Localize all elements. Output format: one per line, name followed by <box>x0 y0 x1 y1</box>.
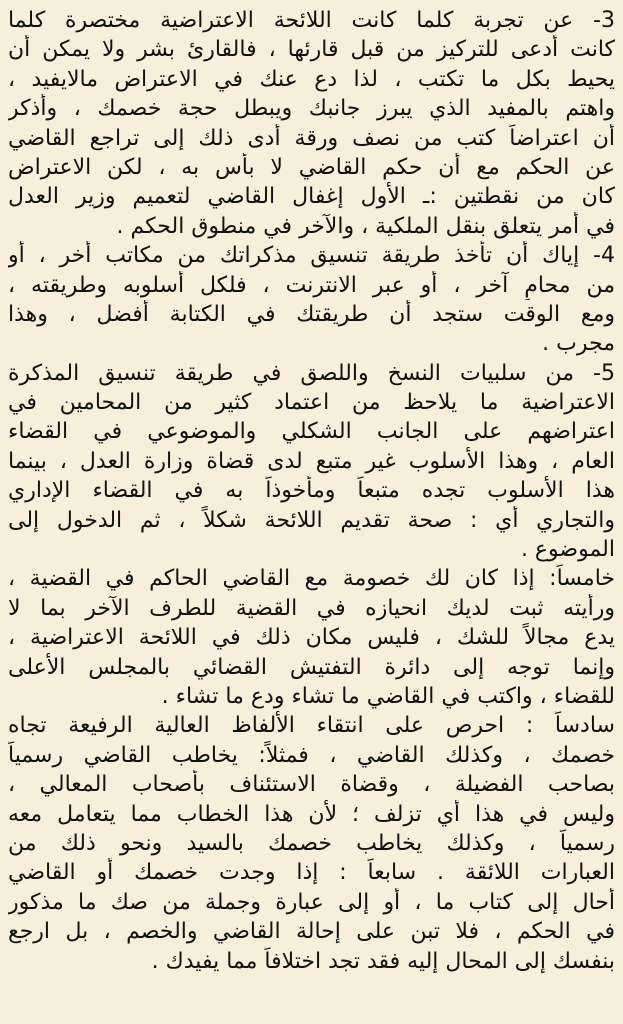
text-line: 4- إياك أن تأخذ طريقة تنسيق مذكراتك من مكاتب أخر ، أو <box>8 243 615 269</box>
text-line: والتجاري أي : صحة تقديم اللائحة شكلاً ، ثم الدخول إلى <box>8 507 615 533</box>
text-line: وإنما توجه إلى دائرة التفتيش القضائي بالمجلس الأعلى <box>8 654 615 680</box>
text-line: أن اعتراضاً كتب من نصف ورقة أدى ذلك إلى تراجع القاضي <box>8 125 615 151</box>
document-text <box>8 6 615 976</box>
text-line: يحيط بكل ما تكتب ، لذا دع عنك في الاعتراض مالايفيد ، <box>8 66 615 92</box>
text-line: رسمياً ، وكذلك يخاطب خصمك بالسيد ونحو ذلك من <box>8 830 615 856</box>
text-line: هذا الأسلوب تجده متبعاً ومأخوذاً به في القضاء الإداري <box>8 478 615 504</box>
text-line: بنفسك إلى المحال إليه فقد تجد اختلافاً مما يفيدك . <box>151 948 615 974</box>
text-line: خامساً: إذا كان لك خصومة مع القاضي الحاكم في القضية ، <box>8 566 615 592</box>
text-line: في الحكم ، فلا تبن على إحالة القاضي والخصم ، بل ارجع <box>8 919 615 945</box>
text-line: العام ، وهذا الأسلوب غير متبع لدى قضاة وزارة العدل ، بينما <box>8 448 615 474</box>
text-line: بصاحب الفضيلة ، وقضاة الاستئناف بأصحاب المعالي ، <box>8 772 615 798</box>
text-line: كانت أدعى للتركيز من قبل قارئها ، فالقارئ بشر ولا يمكن أن <box>8 37 615 63</box>
text-line: ورأيته ثبت لديك انحيازه في القضية للطرف الآخر بما لا <box>8 595 615 621</box>
text-line: اعتراضهم على الجانب الشكلي والموضوعي في القضاء <box>8 419 615 445</box>
text-line: العبارات اللائقة . سابعاً : إذا وجدت خصمك أو القاضي <box>8 860 615 886</box>
text-line: وليس في هذا أي تزلف ؛ لأن هذا الخطاب مما يتعامل معه <box>8 801 615 827</box>
text-line: من محامٍ آخر ، أو عبر الانترنت ، فلكل أسلوبه وطريقته ، <box>8 272 615 298</box>
text-line: 5- من سلبيات النسخ واللصق في طريقة تنسيق المذكرة <box>8 360 615 386</box>
text-line: ومع الوقت ستجد أن طريقتك في الكتابة أفضل ، وهذا <box>8 301 615 327</box>
text-line: للقضاء ، واكتب في القاضي ما تشاء ودع ما تشاء . <box>161 683 615 709</box>
text-line: مجرب . <box>542 331 615 357</box>
text-line: كان من نقطتين :ـ الأول إغفال القاضي لتعميم وزير العدل <box>8 184 615 210</box>
text-line: الاعتراضية ما يلاحظ من اعتماد كثير من المحامين في <box>8 390 615 416</box>
text-line: واهتم بالمفيد الذي يبرز جانبك ويبطل حجة خصمك ، وأذكر <box>8 96 615 122</box>
text-line: الموضوع . <box>520 537 615 563</box>
text-line: 3- عن تجربة كلما كانت اللائحة الاعتراضية مختصرة كلما <box>8 8 615 33</box>
text-line: سادساً : احرص على انتقاء الألفاظ العالية الرفيعة تجاه <box>8 713 615 739</box>
text-line: أحال إلى كتاب ما ، أو إلى عبارة وجملة من صك ما مذكور <box>8 889 615 915</box>
text-line: خصمك ، وكذلك القاضي ، فمثلاً: يخاطب القاضي رسمياً <box>8 742 615 768</box>
text-line: عن الحكم مع أن حكم القاضي لا بأس به ، لكن الاعتراض <box>8 154 615 180</box>
text-line: يدع مجالاً للشك ، فليس مكان ذلك في اللائحة الاعتراضية ، <box>8 625 615 651</box>
text-line: في أمر يتعلق بنقل الملكية ، والآخر في منطوق الحكم . <box>116 213 615 239</box>
